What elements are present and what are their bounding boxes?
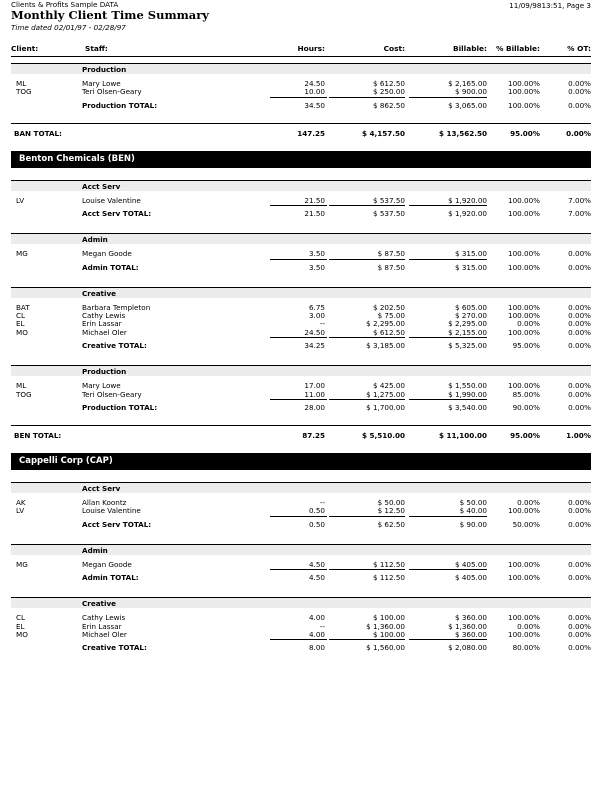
staff-code: BAT [16, 302, 30, 312]
cell-hours: 24.50 [304, 327, 325, 337]
cell-hours: 6.75 [308, 302, 325, 312]
subtotal-rule [270, 569, 327, 570]
cell-hours: 0.50 [308, 519, 325, 529]
cell-pct-billable: 100.00% [508, 87, 540, 97]
cell-pct-ot: 0.00% [568, 389, 591, 399]
cell-cost: $ 4,157.50 [362, 128, 405, 138]
client-total-rule [11, 123, 591, 124]
staff-code: EL [16, 621, 25, 631]
col-cost: Cost: [383, 44, 405, 53]
subtotal-rule [329, 97, 405, 98]
cell-pct-billable: 100.00% [508, 249, 540, 259]
group-total-label: Admin TOTAL: [82, 573, 139, 583]
client-total-label: BEN TOTAL: [14, 431, 62, 440]
cell-pct-billable: 95.00% [510, 128, 540, 138]
subtotal-rule [409, 399, 487, 400]
staff-code: MG [16, 249, 28, 259]
cell-pct-billable: 0.00% [517, 621, 540, 631]
cell-billable: $ 1,920.00 [448, 209, 487, 219]
cell-pct-billable: 100.00% [508, 573, 540, 583]
cell-cost: $ 62.50 [377, 519, 405, 529]
staff-code: CL [16, 613, 26, 623]
staff-name: Allan Koontz [82, 498, 127, 507]
cell-hours: 4.50 [308, 559, 325, 569]
subtotal-rule [409, 259, 487, 260]
cell-pct-billable: 0.00% [517, 498, 540, 507]
group-name: Creative [82, 288, 117, 298]
cell-hours: 4.00 [308, 630, 325, 639]
cell-cost: $ 612.50 [372, 327, 405, 337]
cell-pct-ot: 0.00% [568, 621, 591, 631]
cell-cost: $ 75.00 [377, 311, 405, 320]
subtotal-rule [409, 516, 487, 517]
staff-name: Megan Goode [82, 249, 132, 259]
subtotal-rule [329, 259, 405, 260]
cell-pct-billable: 100.00% [508, 209, 540, 219]
cell-cost: $ 425.00 [372, 381, 405, 391]
cell-pct-ot: 0.00% [568, 559, 591, 569]
cell-billable: $ 360.00 [454, 630, 487, 639]
group-name: Admin [82, 545, 108, 555]
cell-billable: $ 405.00 [454, 559, 487, 569]
subtotal-rule [329, 569, 405, 570]
col-client: Client: [11, 44, 39, 53]
subtotal-rule [270, 97, 327, 98]
cell-pct-ot: 0.00% [568, 319, 591, 329]
cell-pct-billable: 100.00% [508, 100, 540, 110]
cell-pct-billable: 100.00% [508, 613, 540, 623]
cell-cost: $ 612.50 [372, 79, 405, 88]
staff-name: Teri Olsen-Geary [82, 87, 142, 97]
col-staff: Staff: [85, 44, 108, 53]
report-subtitle: Time dated 02/01/97 - 02/28/97 [11, 23, 126, 32]
cell-cost: $ 1,275.00 [366, 389, 405, 399]
cell-pct-billable: 100.00% [508, 195, 540, 205]
staff-name: Erin Lassar [82, 319, 122, 329]
cell-pct-ot: 0.00% [568, 573, 591, 583]
cell-cost: $ 5,510.00 [362, 431, 405, 440]
subtotal-rule [270, 205, 327, 206]
client-header: Benton Chemicals (BEN) [11, 151, 591, 168]
cell-pct-billable: 100.00% [508, 381, 540, 391]
staff-code: MO [16, 630, 28, 639]
cell-billable: $ 315.00 [454, 262, 487, 272]
cell-cost: $ 202.50 [372, 302, 405, 312]
cell-billable: $ 2,155.00 [448, 327, 487, 337]
cell-cost: $ 1,560.00 [366, 643, 405, 653]
print-info: 11/09/9813:51, Page 3 [509, 1, 591, 10]
staff-name: Teri Olsen-Geary [82, 389, 142, 399]
cell-billable: $ 2,295.00 [448, 319, 487, 329]
cell-hours: -- [319, 498, 325, 507]
col-pct-ot: % OT: [567, 44, 591, 53]
cell-hours: 21.50 [304, 195, 325, 205]
cell-hours: 8.00 [308, 643, 325, 653]
cell-cost: $ 862.50 [372, 100, 405, 110]
cell-hours: 3.00 [308, 311, 325, 320]
cell-billable: $ 270.00 [454, 311, 487, 320]
cell-pct-billable: 100.00% [508, 311, 540, 320]
subtotal-rule [329, 205, 405, 206]
group-total-label: Creative TOTAL: [82, 341, 147, 351]
cell-pct-ot: 1.00% [566, 431, 591, 440]
subtotal-rule [270, 337, 327, 338]
cell-cost: $ 1,360.00 [366, 621, 405, 631]
cell-pct-ot: 0.00% [568, 403, 591, 412]
staff-code: ML [16, 79, 27, 88]
group-name: Production [82, 367, 127, 377]
cell-hours: 11.00 [304, 389, 325, 399]
cell-cost: $ 250.00 [372, 87, 405, 97]
cell-pct-ot: 0.00% [566, 128, 591, 138]
cell-billable: $ 1,360.00 [448, 621, 487, 631]
cell-pct-ot: 0.00% [568, 519, 591, 529]
cell-billable: $ 3,540.00 [448, 403, 487, 412]
cell-billable: $ 5,325.00 [448, 341, 487, 351]
cell-billable: $ 315.00 [454, 249, 487, 259]
cell-pct-billable: 100.00% [508, 630, 540, 639]
cell-billable: $ 605.00 [454, 302, 487, 312]
cell-billable: $ 50.00 [459, 498, 487, 507]
cell-pct-billable: 95.00% [510, 431, 540, 440]
staff-name: Michael Oler [82, 327, 127, 337]
staff-name: Michael Oler [82, 630, 127, 639]
cell-pct-billable: 100.00% [508, 327, 540, 337]
staff-name: Barbara Templeton [82, 302, 151, 312]
cell-hours: -- [319, 319, 325, 329]
cell-pct-ot: 0.00% [568, 613, 591, 623]
col-hours: Hours: [297, 44, 325, 53]
cell-pct-billable: 80.00% [512, 643, 540, 653]
cell-pct-ot: 0.00% [568, 87, 591, 97]
company-name: Clients & Profits Sample DATA [11, 0, 119, 9]
client-total-label: BAN TOTAL: [14, 128, 62, 138]
cell-cost: $ 12.50 [377, 506, 405, 516]
cell-billable: $ 13,562.50 [439, 128, 487, 138]
staff-code: ML [16, 381, 27, 391]
cell-hours: 10.00 [304, 87, 325, 97]
staff-code: TOG [16, 389, 32, 399]
cell-billable: $ 360.00 [454, 613, 487, 623]
staff-code: AK [16, 498, 26, 507]
staff-code: EL [16, 319, 25, 329]
cell-hours: 24.50 [304, 79, 325, 88]
cell-pct-billable: 100.00% [508, 302, 540, 312]
cell-billable: $ 1,920.00 [448, 195, 487, 205]
cell-cost: $ 100.00 [372, 613, 405, 623]
staff-name: Louise Valentine [82, 506, 141, 516]
cell-hours: 3.50 [308, 249, 325, 259]
cell-pct-billable: 90.00% [512, 403, 540, 412]
cell-cost: $ 2,295.00 [366, 319, 405, 329]
group-total-label: Acct Serv TOTAL: [82, 209, 152, 219]
cell-hours: 147.25 [297, 128, 325, 138]
group-total-label: Production TOTAL: [82, 100, 158, 110]
subtotal-rule [329, 639, 405, 640]
cell-cost: $ 3,185.00 [366, 341, 405, 351]
cell-hours: 4.00 [308, 613, 325, 623]
subtotal-rule [270, 516, 327, 517]
cell-pct-billable: 0.00% [517, 319, 540, 329]
cell-cost: $ 87.50 [377, 249, 405, 259]
group-total-label: Admin TOTAL: [82, 262, 139, 272]
cell-cost: $ 87.50 [377, 262, 405, 272]
staff-name: Cathy Lewis [82, 311, 126, 320]
cell-pct-ot: 0.00% [568, 262, 591, 272]
cell-billable: $ 3,065.00 [448, 100, 487, 110]
subtotal-rule [329, 337, 405, 338]
cell-pct-billable: 100.00% [508, 79, 540, 88]
staff-code: LV [16, 195, 25, 205]
staff-code: MG [16, 559, 28, 569]
cell-pct-ot: 7.00% [568, 209, 591, 219]
cell-hours: -- [319, 621, 325, 631]
subtotal-rule [270, 639, 327, 640]
cell-billable: $ 2,080.00 [448, 643, 487, 653]
cell-pct-billable: 50.00% [512, 519, 540, 529]
staff-code: CL [16, 311, 26, 320]
subtotal-rule [409, 337, 487, 338]
cell-pct-ot: 0.00% [568, 643, 591, 653]
group-name: Acct Serv [82, 484, 121, 493]
cell-hours: 21.50 [304, 209, 325, 219]
staff-code: TOG [16, 87, 32, 97]
cell-cost: $ 100.00 [372, 630, 405, 639]
staff-name: Mary Lowe [82, 79, 121, 88]
cell-pct-billable: 100.00% [508, 262, 540, 272]
subtotal-rule [409, 569, 487, 570]
cell-cost: $ 112.50 [372, 559, 405, 569]
subtotal-rule [329, 399, 405, 400]
subtotal-rule [270, 259, 327, 260]
staff-code: LV [16, 506, 25, 516]
group-total-label: Creative TOTAL: [82, 643, 147, 653]
report-title: Monthly Client Time Summary [11, 8, 209, 22]
staff-name: Megan Goode [82, 559, 132, 569]
client-total-rule [11, 425, 591, 426]
staff-code: MO [16, 327, 28, 337]
group-total-label: Production TOTAL: [82, 403, 158, 412]
cell-pct-billable: 100.00% [508, 559, 540, 569]
staff-name: Cathy Lewis [82, 613, 126, 623]
cell-pct-ot: 7.00% [568, 195, 591, 205]
group-name: Production [82, 65, 127, 74]
cell-billable: $ 40.00 [459, 506, 487, 516]
cell-cost: $ 537.50 [372, 209, 405, 219]
cell-billable: $ 1,990.00 [448, 389, 487, 399]
header-rule [11, 56, 591, 57]
group-total-label: Acct Serv TOTAL: [82, 519, 152, 529]
cell-hours: 3.50 [308, 262, 325, 272]
staff-name: Mary Lowe [82, 381, 121, 391]
cell-pct-ot: 0.00% [568, 498, 591, 507]
subtotal-rule [409, 97, 487, 98]
cell-hours: 4.50 [308, 573, 325, 583]
cell-pct-billable: 85.00% [512, 389, 540, 399]
cell-hours: 0.50 [308, 506, 325, 516]
cell-pct-ot: 0.00% [568, 341, 591, 351]
staff-name: Louise Valentine [82, 195, 141, 205]
cell-billable: $ 11,100.00 [439, 431, 487, 440]
cell-billable: $ 90.00 [459, 519, 487, 529]
cell-pct-billable: 95.00% [512, 341, 540, 351]
cell-hours: 87.25 [302, 431, 325, 440]
group-name: Admin [82, 235, 108, 245]
cell-hours: 34.50 [304, 100, 325, 110]
cell-pct-ot: 0.00% [568, 630, 591, 639]
cell-hours: 34.25 [304, 341, 325, 351]
cell-pct-ot: 0.00% [568, 327, 591, 337]
cell-cost: $ 1,700.00 [366, 403, 405, 412]
cell-pct-ot: 0.00% [568, 311, 591, 320]
group-name: Acct Serv [82, 181, 121, 191]
cell-cost: $ 50.00 [377, 498, 405, 507]
subtotal-rule [409, 639, 487, 640]
cell-pct-ot: 0.00% [568, 79, 591, 88]
cell-pct-ot: 0.00% [568, 100, 591, 110]
cell-pct-ot: 0.00% [568, 381, 591, 391]
cell-pct-ot: 0.00% [568, 506, 591, 516]
col-pct-billable: % Billable: [496, 44, 540, 53]
cell-pct-billable: 100.00% [508, 506, 540, 516]
subtotal-rule [329, 516, 405, 517]
subtotal-rule [270, 399, 327, 400]
cell-pct-ot: 0.00% [568, 249, 591, 259]
cell-cost: $ 537.50 [372, 195, 405, 205]
col-billable: Billable: [452, 44, 487, 53]
cell-billable: $ 405.00 [454, 573, 487, 583]
cell-hours: 17.00 [304, 381, 325, 391]
client-header: Cappelli Corp (CAP) [11, 453, 591, 470]
cell-hours: 28.00 [304, 403, 325, 412]
cell-cost: $ 112.50 [372, 573, 405, 583]
cell-billable: $ 900.00 [454, 87, 487, 97]
group-name: Creative [82, 599, 117, 609]
cell-billable: $ 2,165.00 [448, 79, 487, 88]
staff-name: Erin Lassar [82, 621, 122, 631]
subtotal-rule [409, 205, 487, 206]
cell-billable: $ 1,550.00 [448, 381, 487, 391]
cell-pct-ot: 0.00% [568, 302, 591, 312]
